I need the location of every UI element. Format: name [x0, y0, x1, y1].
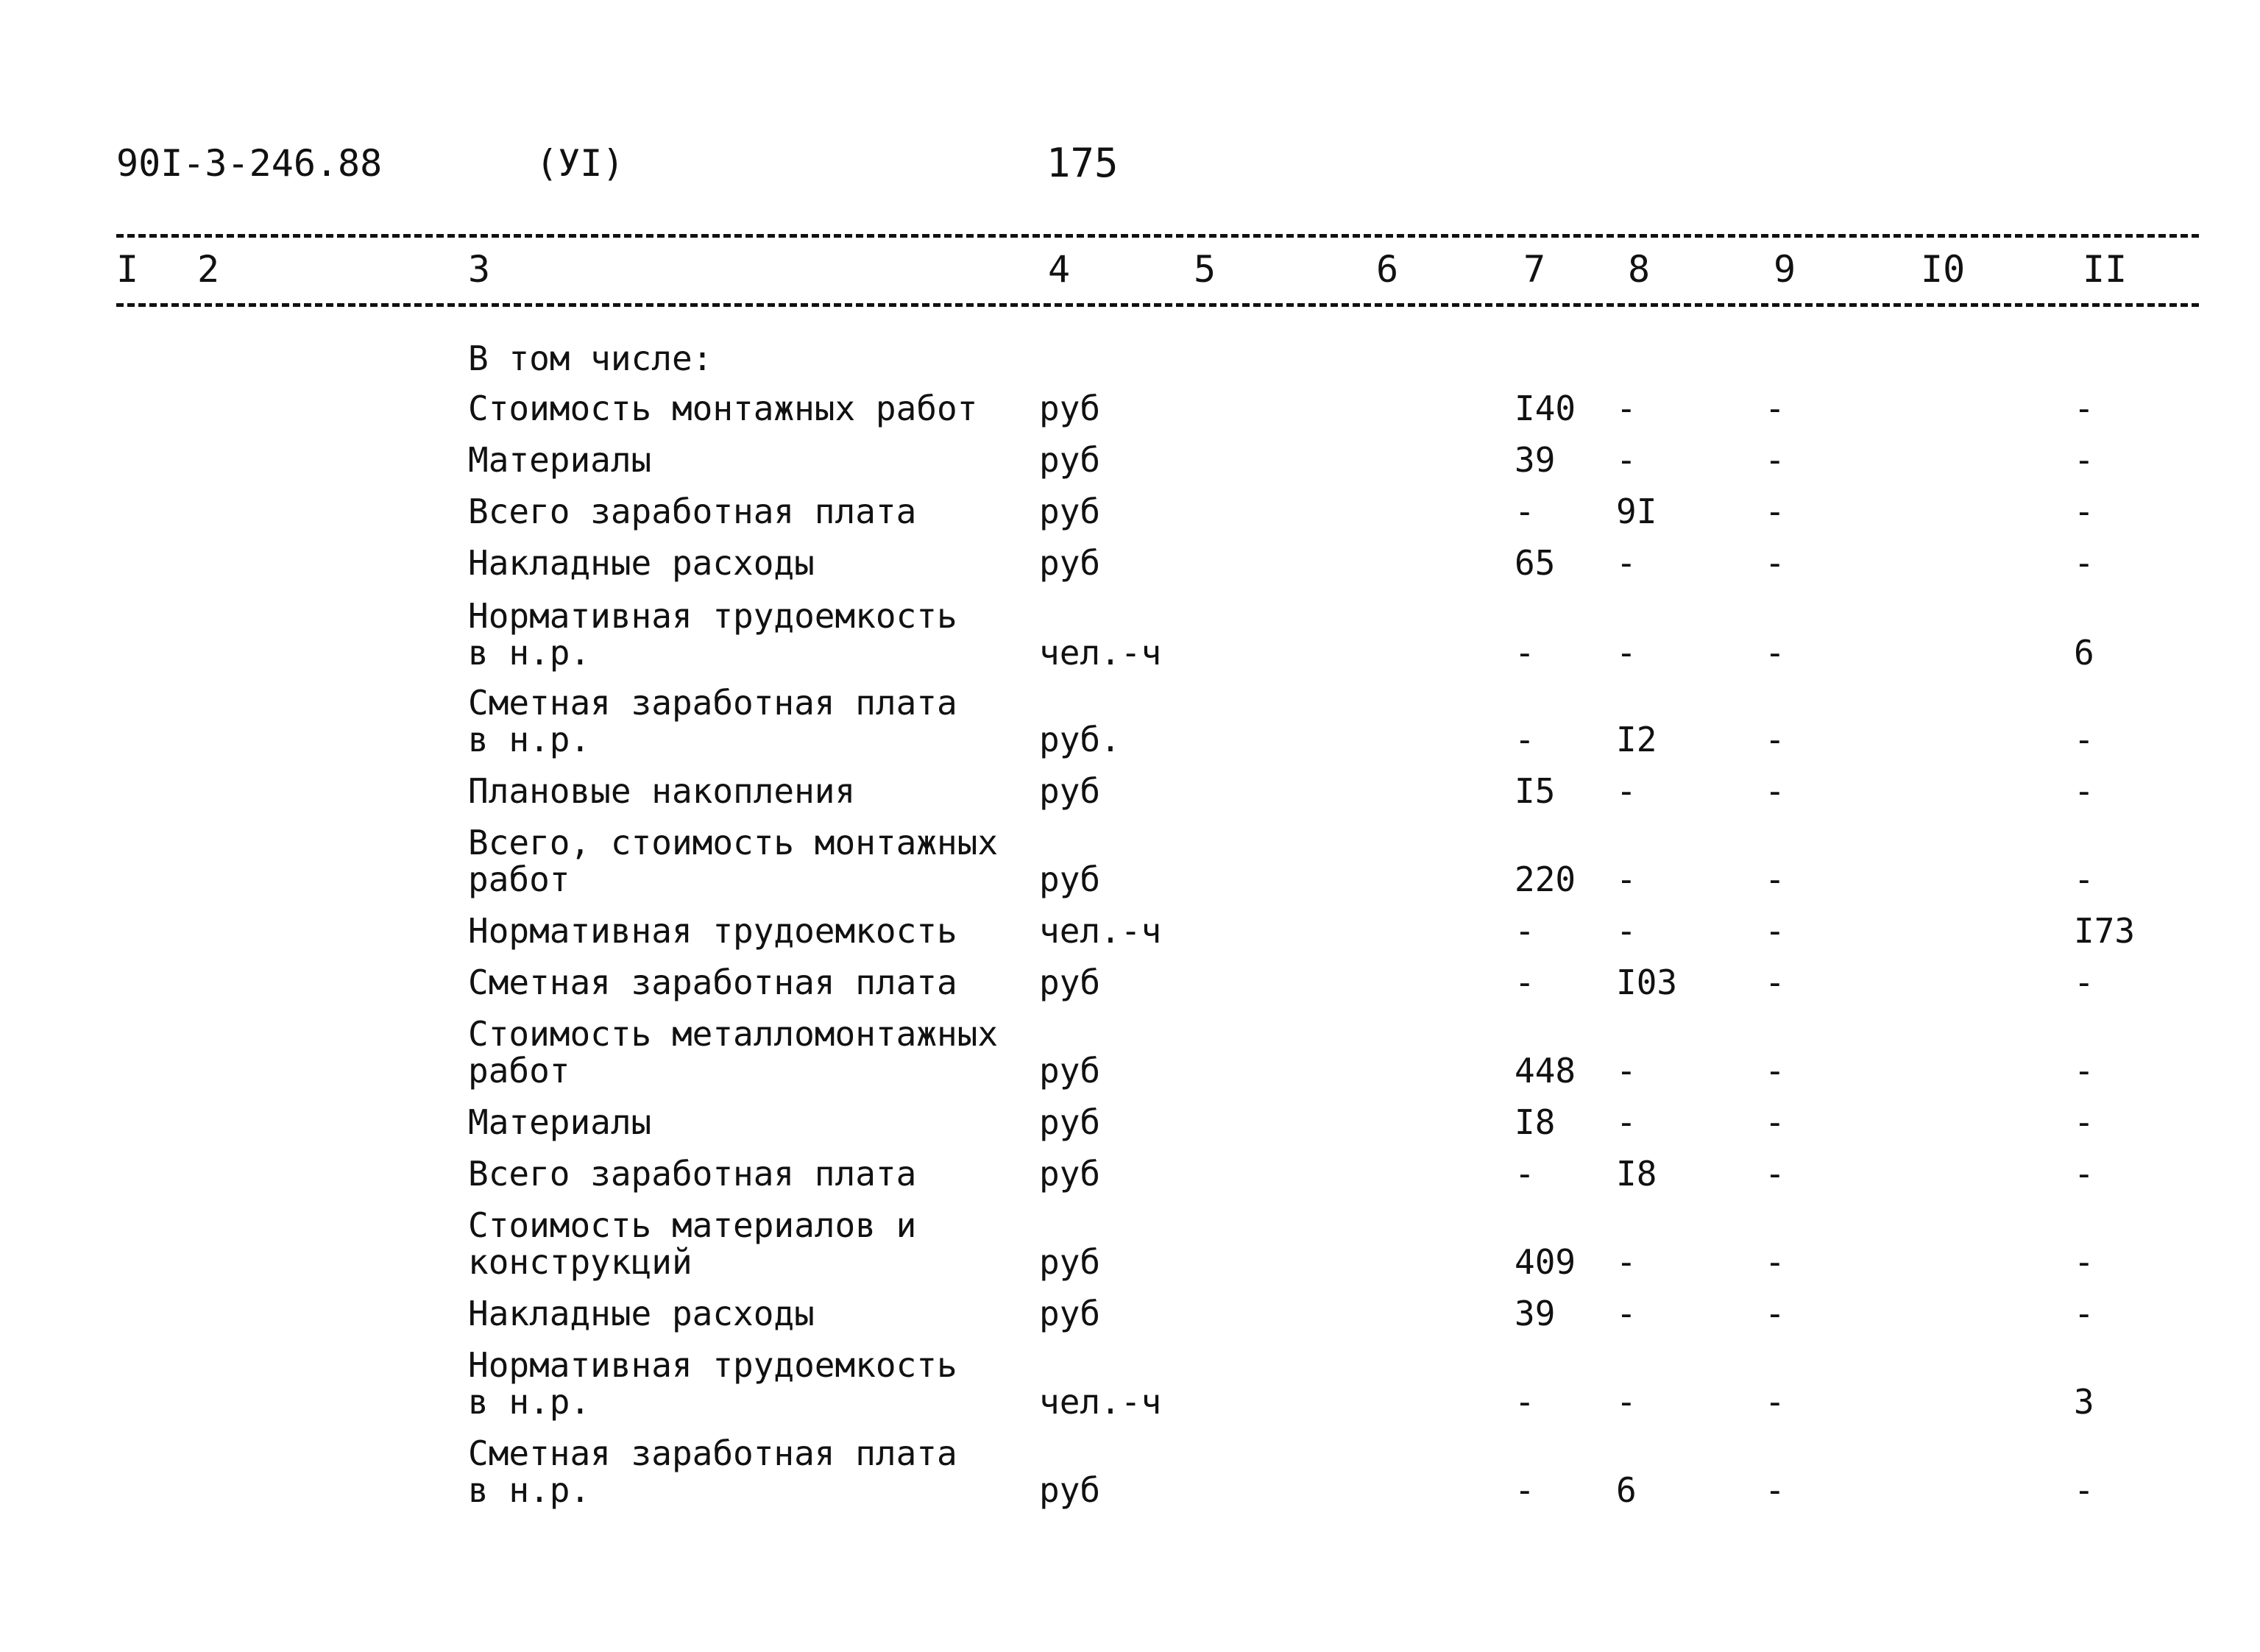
row-col8-value: - [1616, 633, 1637, 673]
dashed-rule-top [116, 234, 2199, 238]
row-col9-value: - [1765, 1294, 1785, 1333]
row-col11-value: - [2074, 1051, 2094, 1091]
row-unit: руб [1039, 859, 1101, 899]
row-label: Стоимость монтажных работ [468, 389, 978, 428]
column-number-6: 6 [1376, 248, 1399, 291]
row-label: Материалы [468, 1102, 652, 1142]
row-label-continuation: в н.р. [468, 720, 591, 759]
row-unit: руб [1039, 1154, 1101, 1194]
row-col11-value: 6 [2074, 633, 2094, 673]
row-label: Сметная заработная плата [468, 683, 957, 723]
row-col7-value: - [1515, 1154, 1535, 1194]
row-col11-value: 3 [2074, 1382, 2094, 1422]
row-col7-value: 220 [1515, 859, 1576, 899]
row-col9-value: - [1765, 720, 1785, 759]
row-unit: руб [1039, 543, 1101, 583]
row-label: Всего заработная плата [468, 492, 917, 531]
dashed-rule-bottom [116, 303, 2199, 307]
row-col8-value: I8 [1616, 1154, 1657, 1194]
row-col7-value: - [1515, 492, 1535, 531]
row-col8-value: - [1616, 771, 1637, 811]
row-label: Накладные расходы [468, 1294, 815, 1333]
column-number-2: 2 [197, 248, 220, 291]
row-label-continuation: конструкций [468, 1242, 692, 1282]
column-number-10: I0 [1921, 248, 1966, 291]
row-label: Нормативная трудоемкость [468, 911, 957, 951]
row-unit: руб [1039, 1242, 1101, 1282]
row-col9-value: - [1765, 440, 1785, 480]
row-col11-value: - [2074, 1470, 2094, 1510]
row-col8-value: - [1616, 1294, 1637, 1333]
row-col11-value: - [2074, 389, 2094, 428]
column-number-11: II [2083, 248, 2128, 291]
row-label: Всего, стоимость монтажных [468, 823, 999, 862]
row-unit: чел.-ч [1039, 911, 1162, 951]
row-col9-value: - [1765, 1382, 1785, 1422]
row-unit: чел.-ч [1039, 1382, 1162, 1422]
row-col11-value: - [2074, 1102, 2094, 1142]
row-col8-value: I2 [1616, 720, 1657, 759]
column-number-5: 5 [1194, 248, 1216, 291]
row-col9-value: - [1765, 389, 1785, 428]
row-label: Стоимость металломонтажных [468, 1014, 999, 1054]
row-col11-value: - [2074, 720, 2094, 759]
row-col11-value: - [2074, 1242, 2094, 1282]
row-col7-value: - [1515, 1382, 1535, 1422]
row-col11-value: - [2074, 859, 2094, 899]
row-col7-value: 65 [1515, 543, 1556, 583]
row-col11-value: - [2074, 1294, 2094, 1333]
row-label-continuation: работ [468, 1051, 570, 1091]
row-col9-value: - [1765, 911, 1785, 951]
page-number: 175 [1046, 140, 1119, 186]
row-col9-value: - [1765, 1154, 1785, 1194]
row-col9-value: - [1765, 1051, 1785, 1091]
row-label: Плановые накопления [468, 771, 856, 811]
row-col8-value: - [1616, 389, 1637, 428]
row-col8-value: - [1616, 859, 1637, 899]
row-col7-value: I5 [1515, 771, 1556, 811]
row-label: Сметная заработная плата [468, 963, 957, 1002]
row-col7-value: - [1515, 720, 1535, 759]
row-unit: руб [1039, 1102, 1101, 1142]
row-col8-value: 6 [1616, 1470, 1637, 1510]
row-col8-value: - [1616, 1102, 1637, 1142]
row-col11-value: - [2074, 492, 2094, 531]
row-col7-value: 448 [1515, 1051, 1576, 1091]
column-number-7: 7 [1523, 248, 1546, 291]
row-col11-value: - [2074, 440, 2094, 480]
row-col7-value: 409 [1515, 1242, 1576, 1282]
row-col7-value: 39 [1515, 440, 1556, 480]
row-unit: руб [1039, 963, 1101, 1002]
row-col11-value: - [2074, 963, 2094, 1002]
row-col9-value: - [1765, 859, 1785, 899]
row-col7-value: 39 [1515, 1294, 1556, 1333]
row-unit: руб [1039, 771, 1101, 811]
row-col11-value: I73 [2074, 911, 2136, 951]
row-unit: руб. [1039, 720, 1121, 759]
column-number-9: 9 [1774, 248, 1796, 291]
row-unit: руб [1039, 1051, 1101, 1091]
row-unit: руб [1039, 1294, 1101, 1333]
row-col9-value: - [1765, 492, 1785, 531]
row-col8-value: - [1616, 543, 1637, 583]
row-unit: руб [1039, 492, 1101, 531]
row-col11-value: - [2074, 543, 2094, 583]
row-col7-value: - [1515, 633, 1535, 673]
row-col9-value: - [1765, 543, 1785, 583]
row-col9-value: - [1765, 1470, 1785, 1510]
row-col7-value: I8 [1515, 1102, 1556, 1142]
column-number-3: 3 [468, 248, 491, 291]
row-col9-value: - [1765, 1102, 1785, 1142]
row-label: Стоимость материалов и [468, 1205, 917, 1245]
column-number-4: 4 [1048, 248, 1071, 291]
doc-code: 90I-3-246.88 [116, 142, 383, 185]
row-col8-value: - [1616, 440, 1637, 480]
row-label: Нормативная трудоемкость [468, 596, 957, 636]
row-col11-value: - [2074, 1154, 2094, 1194]
row-col9-value: - [1765, 633, 1785, 673]
row-label-continuation: в н.р. [468, 1382, 591, 1422]
section-number: (УI) [536, 142, 625, 185]
row-col7-value: - [1515, 1470, 1535, 1510]
row-unit: руб [1039, 1470, 1101, 1510]
row-col11-value: - [2074, 771, 2094, 811]
row-col7-value: - [1515, 911, 1535, 951]
row-col9-value: - [1765, 1242, 1785, 1282]
row-unit: чел.-ч [1039, 633, 1162, 673]
row-label: Нормативная трудоемкость [468, 1345, 957, 1385]
row-col8-value: - [1616, 1051, 1637, 1091]
row-col9-value: - [1765, 771, 1785, 811]
row-label-continuation: работ [468, 859, 570, 899]
row-label: Сметная заработная плата [468, 1433, 957, 1473]
row-col7-value: I40 [1515, 389, 1576, 428]
row-label: Накладные расходы [468, 543, 815, 583]
intro-heading: В том числе: [468, 338, 713, 378]
column-number-8: 8 [1628, 248, 1651, 291]
row-col8-value: 9I [1616, 492, 1657, 531]
row-col9-value: - [1765, 963, 1785, 1002]
row-col7-value: - [1515, 963, 1535, 1002]
row-col8-value: - [1616, 911, 1637, 951]
row-label: Материалы [468, 440, 652, 480]
row-label-continuation: в н.р. [468, 633, 591, 673]
row-label-continuation: в н.р. [468, 1470, 591, 1510]
row-unit: руб [1039, 389, 1101, 428]
row-col8-value: - [1616, 1242, 1637, 1282]
column-number-1: I [116, 248, 139, 291]
row-unit: руб [1039, 440, 1101, 480]
row-col8-value: I03 [1616, 963, 1678, 1002]
row-label: Всего заработная плата [468, 1154, 917, 1194]
row-col8-value: - [1616, 1382, 1637, 1422]
